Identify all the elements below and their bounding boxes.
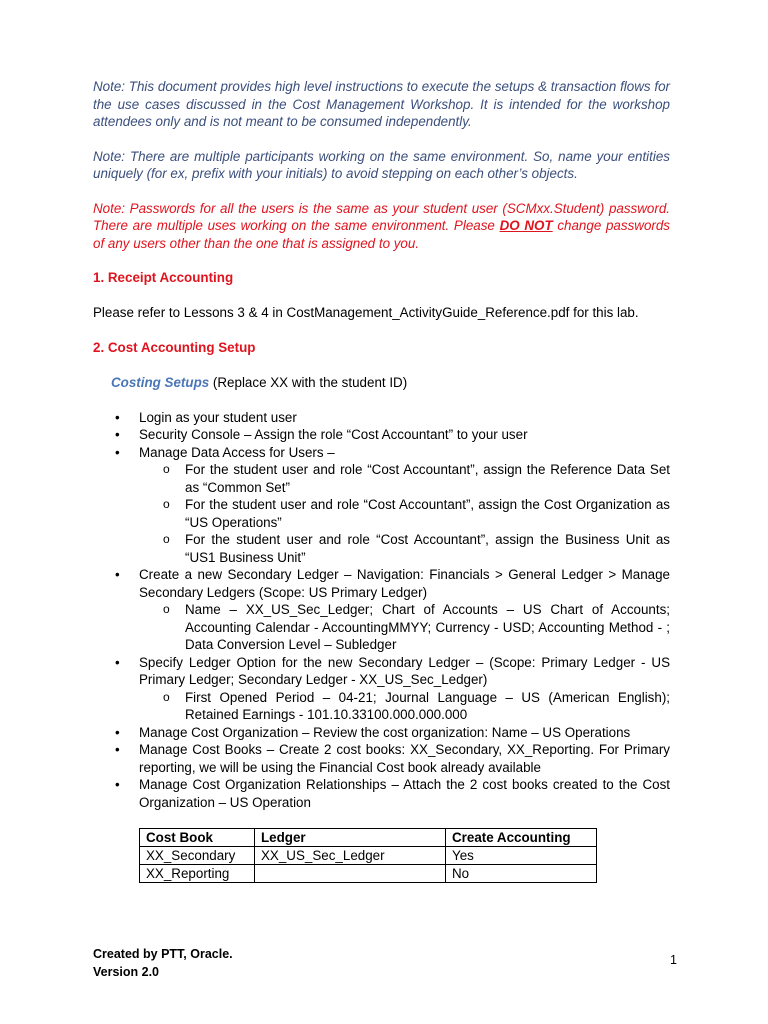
list-item: o First Opened Period – 04-21; Journal Language – US (American English); Retained Earnings - 101.10.33100.000.000.000 — [139, 689, 670, 724]
sub-list — [139, 461, 670, 566]
table-row — [140, 847, 597, 865]
setup-steps-list — [93, 409, 670, 812]
heading-receipt-accounting: 1. Receipt Accounting — [93, 270, 234, 285]
note-participants: Note: There are multiple participants working on the same environment. So, name your entities uniquely (for ex, prefix with your initials) to avoid stepping on each other’s objects. — [93, 148, 670, 181]
costing-setups-line: Costing Setups (Replace XX with the student ID) — [111, 374, 408, 390]
list-item: • Login as your student user — [93, 409, 670, 427]
table-cell: XX_US_Sec_Ledger — [255, 847, 446, 865]
table-header-row — [140, 829, 597, 847]
table-cell: XX_Secondary — [140, 847, 255, 865]
cost-book-table — [139, 828, 597, 883]
list-item: • Create a new Secondary Ledger – Navigation: Financials > General Ledger > Manage Secondary Ledgers (Scope: US Primary Ledger) o Name – XX_US_Sec_Ledger; Chart of Accounts – US Chart of Accounts; Accounting Calendar - AccountingMMYY; Currency - USD; Accounting Method - ; Data Conversion Level – Subledger — [93, 566, 670, 654]
costing-setups-title: Costing Setups — [111, 374, 210, 390]
note-scope: Note: This document provides high level instructions to execute the setups & transaction flows for the use cases discussed in the Cost Management Workshop. It is intended for the workshop attendees only and is not meant to be consumed independently. — [93, 79, 670, 129]
table-cell — [255, 865, 446, 883]
list-item: • Security Console – Assign the role “Cost Accountant” to your user — [93, 426, 670, 444]
column-header: Cost Book — [140, 829, 255, 847]
footer-version: Version 2.0 — [93, 965, 160, 979]
receipt-accounting-text: Please refer to Lessons 3 & 4 in CostManagement_ActivityGuide_Reference.pdf for this lab. — [93, 305, 639, 320]
list-item: • Manage Cost Organization – Review the cost organization: Name – US Operations — [93, 724, 670, 742]
table-row — [140, 865, 597, 883]
sub-list — [139, 601, 670, 654]
list-item: o For the student user and role “Cost Accountant”, assign the Reference Data Set as “Common Set” — [139, 461, 670, 496]
column-header: Create Accounting — [446, 829, 597, 847]
list-item: o Name – XX_US_Sec_Ledger; Chart of Accounts – US Chart of Accounts; Accounting Calendar - AccountingMMYY; Currency - USD; Accounting Method - ; Data Conversion Level – Subledger — [139, 601, 670, 654]
note-passwords: Note: Passwords for all the users is the same as your student user (SCMxx.Student) password. There are multiple uses working on the same environment. Please DO NOT change passwords of any users other than the one that is assigned to you. — [93, 200, 670, 251]
page-number: 1 — [670, 953, 677, 967]
footer-created-by: Created by PTT, Oracle. — [93, 947, 233, 961]
document-page — [93, 78, 670, 883]
list-item: o For the student user and role “Cost Accountant”, assign the Business Unit as “US1 Business Unit” — [139, 531, 670, 566]
page-footer — [93, 945, 233, 981]
sub-list — [139, 689, 670, 724]
heading-cost-accounting-setup: 2. Cost Accounting Setup — [93, 339, 256, 355]
list-item: • Manage Cost Books – Create 2 cost books: XX_Secondary, XX_Reporting. For Primary reporting, we will be using the Financial Cost book already available — [93, 741, 670, 776]
table-cell: No — [446, 865, 597, 883]
list-item: • Manage Data Access for Users – o For the student user and role “Cost Accountant”, assign the Reference Data Set as “Common Set” o For the student user and role “Cost Accountant”, assign the Cost Organization as “US Operations” o For the student user and role “Cost Accountant”, assign the Business Unit as “US1 Business Unit” — [93, 444, 670, 567]
do-not-emphasis: DO NOT — [499, 218, 553, 233]
table-cell: XX_Reporting — [140, 865, 255, 883]
list-item: o For the student user and role “Cost Accountant”, assign the Cost Organization as “US Operations” — [139, 496, 670, 531]
table-cell: Yes — [446, 847, 597, 865]
list-item: • Specify Ledger Option for the new Secondary Ledger – (Scope: Primary Ledger - US Primary Ledger; Secondary Ledger - XX_US_Sec_Ledger) o First Opened Period – 04-21; Journal Language – US (American English); Retained Earnings - 101.10.33100.000.000.000 — [93, 654, 670, 724]
list-item: • Manage Cost Organization Relationships – Attach the 2 cost books created to the Cost Organization – US Operation — [93, 776, 670, 811]
column-header: Ledger — [255, 829, 446, 847]
